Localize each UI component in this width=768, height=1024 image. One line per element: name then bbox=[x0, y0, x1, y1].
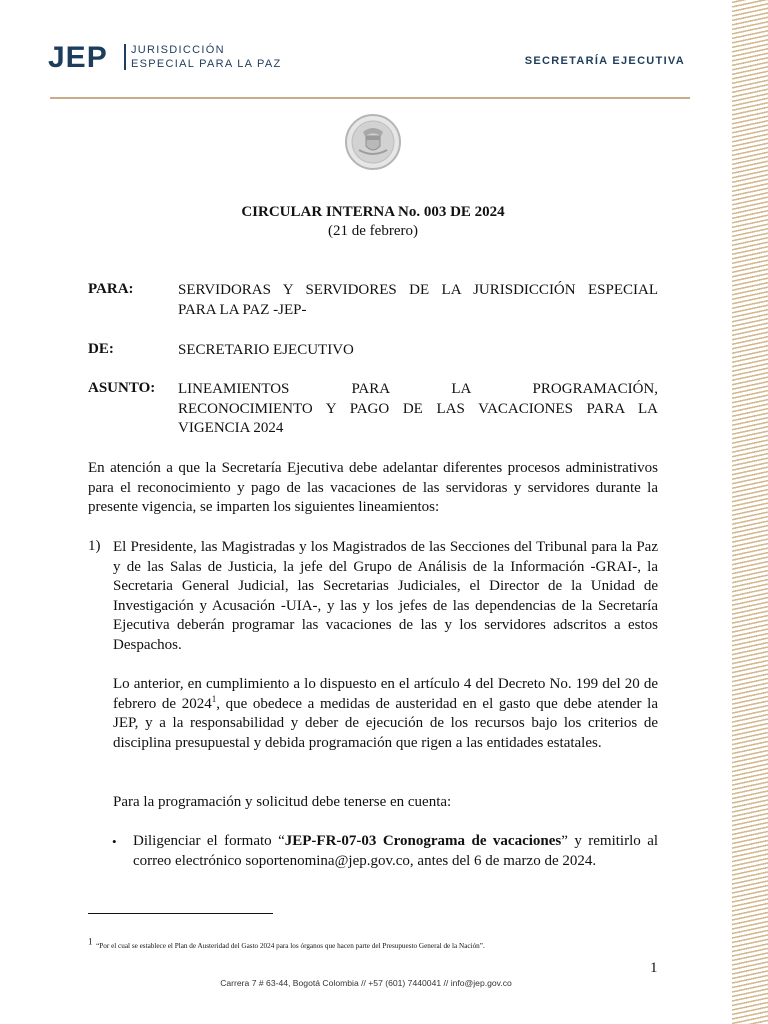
footnote-number: 1 bbox=[88, 936, 93, 947]
logo-line-2: ESPECIAL PARA LA PAZ bbox=[131, 58, 282, 70]
para-line-1: SERVIDORAS Y SERVIDORES DE LA JURISDICCIÓN ESPECIAL bbox=[178, 282, 658, 298]
bullet-1-part-b: ” y remitirlo al correo electrónico soportenomina@jep.gov.co, antes del 6 de marzo de 2024. bbox=[133, 833, 659, 869]
circular-date: (21 de febrero) bbox=[328, 223, 418, 239]
circular-heading bbox=[88, 203, 658, 241]
footer-address: Carrera 7 # 63-44, Bogotá Colombia // +57 (601) 7440041 // info@jep.gov.co bbox=[220, 978, 512, 988]
bullet-1-text bbox=[133, 832, 658, 871]
item-1-number: 1) bbox=[88, 538, 101, 554]
logo-line-1: JURISDICCIÓN bbox=[131, 44, 225, 56]
colombia-coat-of-arms-seal-icon bbox=[341, 114, 405, 170]
header-divider bbox=[50, 97, 690, 99]
de-label: DE: bbox=[88, 341, 114, 357]
jep-logo-text bbox=[131, 43, 282, 71]
footnote bbox=[88, 936, 485, 951]
intro-paragraph: En atención a que la Secretaría Ejecutiva debe adelantar diferentes procesos administrativos para el reconocimiento y pago de las vacaciones de las servidoras y servidores durante la presente vigencia, se imparten los siguientes lineamientos: bbox=[88, 460, 658, 515]
asunto-line-3: VIGENCIA 2024 bbox=[178, 420, 284, 436]
asunto-line-1: LINEAMIENTOS PARA LA PROGRAMACIÓN, bbox=[178, 381, 658, 397]
asunto-label: ASUNTO: bbox=[88, 380, 156, 396]
para-label: PARA: bbox=[88, 281, 134, 297]
item-1-text: El Presidente, las Magistradas y los Magistrados de las Secciones del Tribunal para la Paz y de las Salas de Justicia, la jefe del Grupo de Análisis de la Información -GRAI-, la Secretaria General Judicial, las Secretarias Judiciales, el Director de la Unidad de Investigación y Acusación -UIA-, y las y los jefes de las dependencias de la Secretaría Ejecutiva deberán programar las vacaciones de las y los servidores adscritos a estos Despachos. bbox=[113, 539, 658, 653]
section-title: SECRETARÍA EJECUTIVA bbox=[524, 55, 685, 67]
de-value: SECRETARIO EJECUTIVO bbox=[178, 342, 354, 358]
item-1-p2-part-b: , que obedece a medidas de austeridad en el gasto que debe atender la JEP, y a la responsabilidad y deber de ejecución de los recursos bajo los criterios de disciplina presupuestal y debida programación que rigen a las entidades estatales. bbox=[113, 695, 659, 751]
para-line-2: PARA LA PAZ -JEP- bbox=[178, 301, 307, 318]
page-header bbox=[48, 40, 690, 80]
asunto-value bbox=[178, 380, 658, 439]
decorative-border bbox=[732, 0, 768, 1024]
para-value bbox=[178, 281, 658, 320]
footnote-divider bbox=[88, 913, 273, 914]
bullet-1-part-a: Diligenciar el formato “ bbox=[133, 833, 285, 849]
footnote-text: “Por el cual se establece el Plan de Austeridad del Gasto 2024 para los órganos que hacen parte del Presupuesto General de la Nación”. bbox=[96, 942, 485, 950]
page-number: 1 bbox=[650, 960, 658, 976]
item-1-paragraph-3: Para la programación y solicitud debe tenerse en cuenta: bbox=[113, 794, 452, 810]
jep-logo-mark: JEP bbox=[48, 41, 108, 74]
bullet-1-form-name: JEP-FR-07-03 Cronograma de vacaciones bbox=[284, 833, 562, 849]
item-1-p2-part-a: Lo anterior, en cumplimiento a lo dispuesto en el artículo 4 del Decreto No. 199 del 20 de febrero de 2024 bbox=[113, 676, 658, 712]
circular-title: CIRCULAR INTERNA No. 003 DE 2024 bbox=[241, 204, 505, 220]
footnote-reference: 1 bbox=[211, 693, 217, 704]
logo-divider bbox=[124, 44, 126, 70]
bullet-icon: • bbox=[112, 834, 117, 849]
asunto-line-2: RECONOCIMIENTO Y PAGO DE LAS VACACIONES PARA LA bbox=[178, 400, 658, 417]
item-1-paragraph-2 bbox=[113, 675, 658, 753]
